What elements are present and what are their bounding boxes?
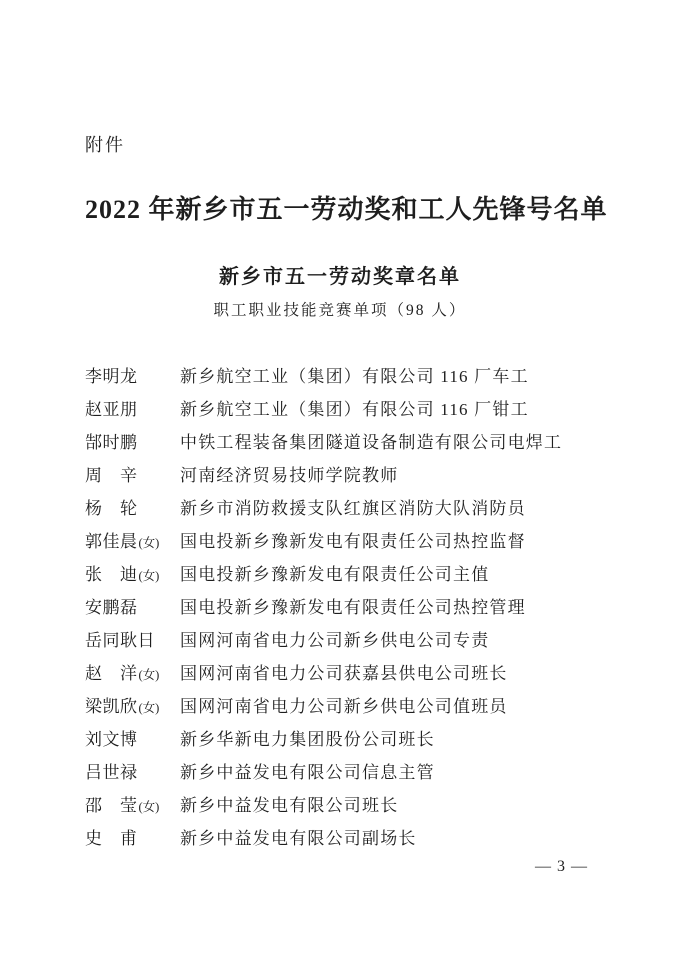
awardee-organization: 国电投新乡豫新发电有限责任公司热控管理	[180, 598, 526, 617]
document-title: 2022 年新乡市五一劳动奖和工人先锋号名单	[85, 195, 608, 224]
awardee-gender-note: (女)	[138, 800, 160, 814]
awardee-row	[85, 789, 595, 822]
awardee-gender-note: (女)	[138, 569, 160, 583]
awardee-name-block	[85, 459, 180, 492]
awardee-row	[85, 393, 595, 426]
awardee-row	[85, 426, 595, 459]
awardee-name-block	[85, 591, 180, 624]
awardee-list	[85, 360, 595, 855]
awardee-name-block	[85, 723, 180, 756]
awardee-organization: 新乡航空工业（集团）有限公司 116 厂钳工	[180, 400, 529, 419]
awardee-name: 郭佳晨	[85, 532, 138, 551]
awardee-name-block	[85, 525, 180, 560]
awardee-gender-note: (女)	[138, 668, 160, 682]
page-number: — 3 —	[535, 858, 588, 875]
awardee-name: 周 辛	[85, 466, 138, 485]
awardee-organization: 国网河南省电力公司新乡供电公司值班员	[180, 697, 508, 716]
awardee-gender-note: (女)	[138, 701, 160, 715]
attachment-label: 附件	[85, 135, 125, 155]
awardee-name: 杨 轮	[85, 499, 138, 518]
awardee-name: 刘文博	[85, 730, 138, 749]
awardee-organization: 河南经济贸易技师学院教师	[180, 466, 399, 485]
awardee-name: 李明龙	[85, 367, 138, 386]
awardee-organization: 新乡中益发电有限公司班长	[180, 796, 399, 815]
awardee-row	[85, 723, 595, 756]
awardee-organization: 新乡华新电力集团股份公司班长	[180, 730, 435, 749]
awardee-name: 郜时鹏	[85, 433, 138, 452]
awardee-name: 吕世禄	[85, 763, 138, 782]
awardee-row	[85, 756, 595, 789]
awardee-organization: 新乡航空工业（集团）有限公司 116 厂车工	[180, 367, 529, 386]
awardee-name: 赵 洋	[85, 664, 138, 683]
awardee-row	[85, 657, 595, 690]
awardee-name: 赵亚朋	[85, 400, 138, 419]
awardee-organization: 国网河南省电力公司获嘉县供电公司班长	[180, 664, 508, 683]
awardee-organization: 新乡中益发电有限公司信息主管	[180, 763, 435, 782]
awardee-name-block	[85, 624, 180, 657]
awardee-row	[85, 690, 595, 723]
awardee-name-block	[85, 756, 180, 789]
section-title: 新乡市五一劳动奖章名单	[219, 266, 461, 288]
awardee-name-block	[85, 822, 180, 855]
awardee-name-block	[85, 492, 180, 525]
awardee-row	[85, 360, 595, 393]
awardee-organization: 新乡市消防救援支队红旗区消防大队消防员	[180, 499, 526, 518]
awardee-name: 岳同耿日	[85, 631, 155, 650]
awardee-name: 梁凯欣	[85, 697, 138, 716]
awardee-gender-note: (女)	[138, 536, 160, 550]
awardee-row	[85, 492, 595, 525]
awardee-row	[85, 558, 595, 591]
awardee-row	[85, 591, 595, 624]
awardee-row	[85, 624, 595, 657]
awardee-row	[85, 822, 595, 855]
awardee-name-block	[85, 657, 180, 692]
awardee-row	[85, 525, 595, 558]
awardee-name: 邵 莹	[85, 796, 138, 815]
awardee-name-block	[85, 393, 180, 426]
awardee-name-block	[85, 690, 180, 725]
awardee-name: 史 甫	[85, 829, 138, 848]
awardee-name-block	[85, 426, 180, 459]
awardee-organization: 国电投新乡豫新发电有限责任公司热控监督	[180, 532, 526, 551]
awardee-organization: 中铁工程装备集团隧道设备制造有限公司电焊工	[180, 433, 563, 452]
awardee-name-block	[85, 789, 180, 824]
awardee-name-block	[85, 360, 180, 393]
awardee-name: 安鹏磊	[85, 598, 138, 617]
awardee-organization: 国电投新乡豫新发电有限责任公司主值	[180, 565, 490, 584]
section-subtitle: 职工职业技能竞赛单项（98 人）	[213, 302, 467, 319]
awardee-name-block	[85, 558, 180, 593]
awardee-organization: 国网河南省电力公司新乡供电公司专责	[180, 631, 490, 650]
awardee-name: 张 迪	[85, 565, 138, 584]
awardee-organization: 新乡中益发电有限公司副场长	[180, 829, 417, 848]
awardee-row	[85, 459, 595, 492]
